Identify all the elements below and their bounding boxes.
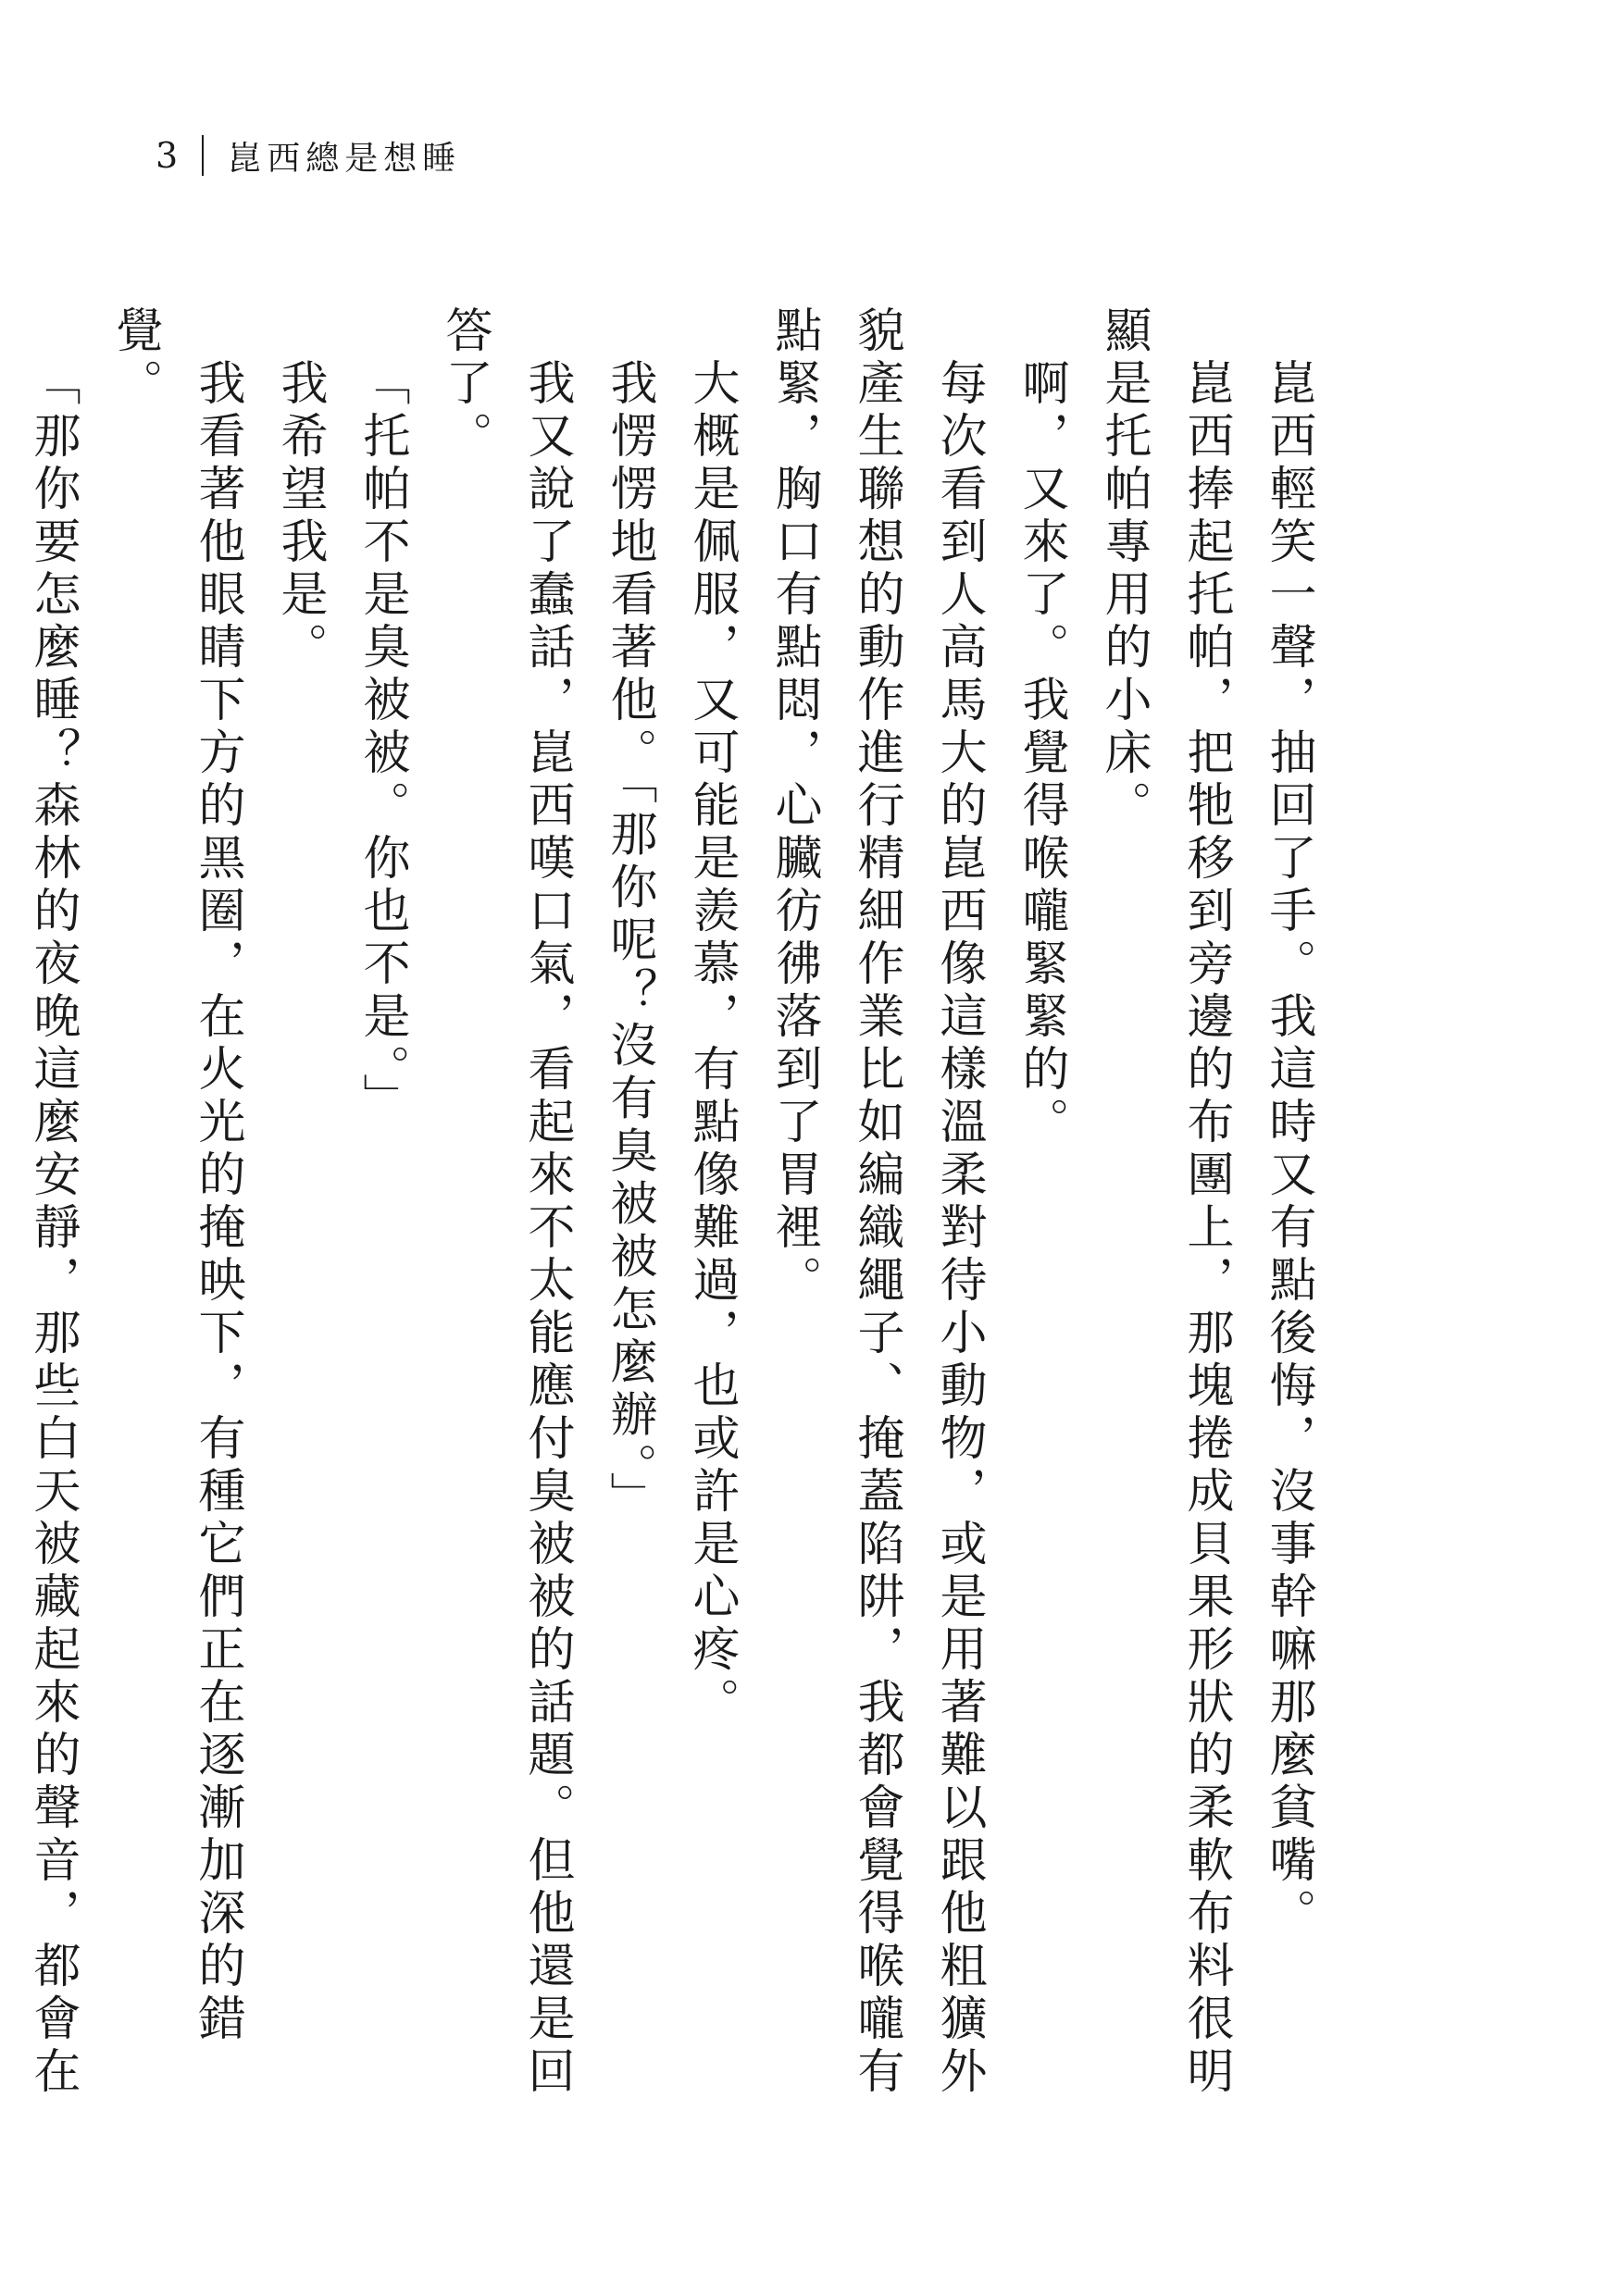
paragraph: 崑西輕笑一聲，抽回了手。我這時又有點後悔，沒事幹嘛那麼貧嘴。	[1261, 358, 1315, 1941]
running-header	[156, 130, 461, 181]
paragraph: 啊，又來了。我覺得喉嚨緊緊的。	[1014, 358, 1068, 1149]
paragraph: 「那你要怎麼睡？森林的夜晚這麼安靜，那些白天被藏起來的聲音，都會在	[25, 358, 80, 2099]
vertical-text-body	[25, 305, 1329, 2119]
paragraph: 我希望我是。	[272, 358, 327, 675]
book-title: 崑西總是想睡	[228, 139, 462, 178]
paragraph: 「托帕不是臭被被。你也不是。」	[355, 358, 409, 1126]
paragraph: 崑西捧起托帕，把牠移到旁邊的布團上，那塊捲成貝果形狀的柔軟布料很明顯是托帕專用的小床。	[1096, 305, 1233, 2099]
header-divider	[202, 135, 204, 176]
page-number: 3	[156, 135, 179, 176]
paragraph: 我愣愣地看著他。「那你呢？沒有臭被被怎麼辦。」	[602, 358, 656, 1524]
paragraph: 大概是佩服，又可能是羨慕，有點像難過，也或許是心疼。	[684, 358, 739, 1730]
paragraph: 每次看到人高馬大的崑西像這樣溫柔對待小動物，或是用著難以跟他粗獷外貌產生聯想的動作進行精細作業比如編織繩子、掩蓋陷阱，我都會覺得喉嚨有點緊，胸口有點悶，心臟彷彿落到了胃裡。	[766, 305, 986, 2099]
paragraph: 我又說了蠢話，崑西嘆口氣，看起來不太能應付臭被被的話題。但他還是回答了。	[437, 305, 574, 2099]
paragraph: 我看著他眼睛下方的黑圈，在火光的掩映下，有種它們正在逐漸加深的錯覺。	[107, 305, 244, 2046]
